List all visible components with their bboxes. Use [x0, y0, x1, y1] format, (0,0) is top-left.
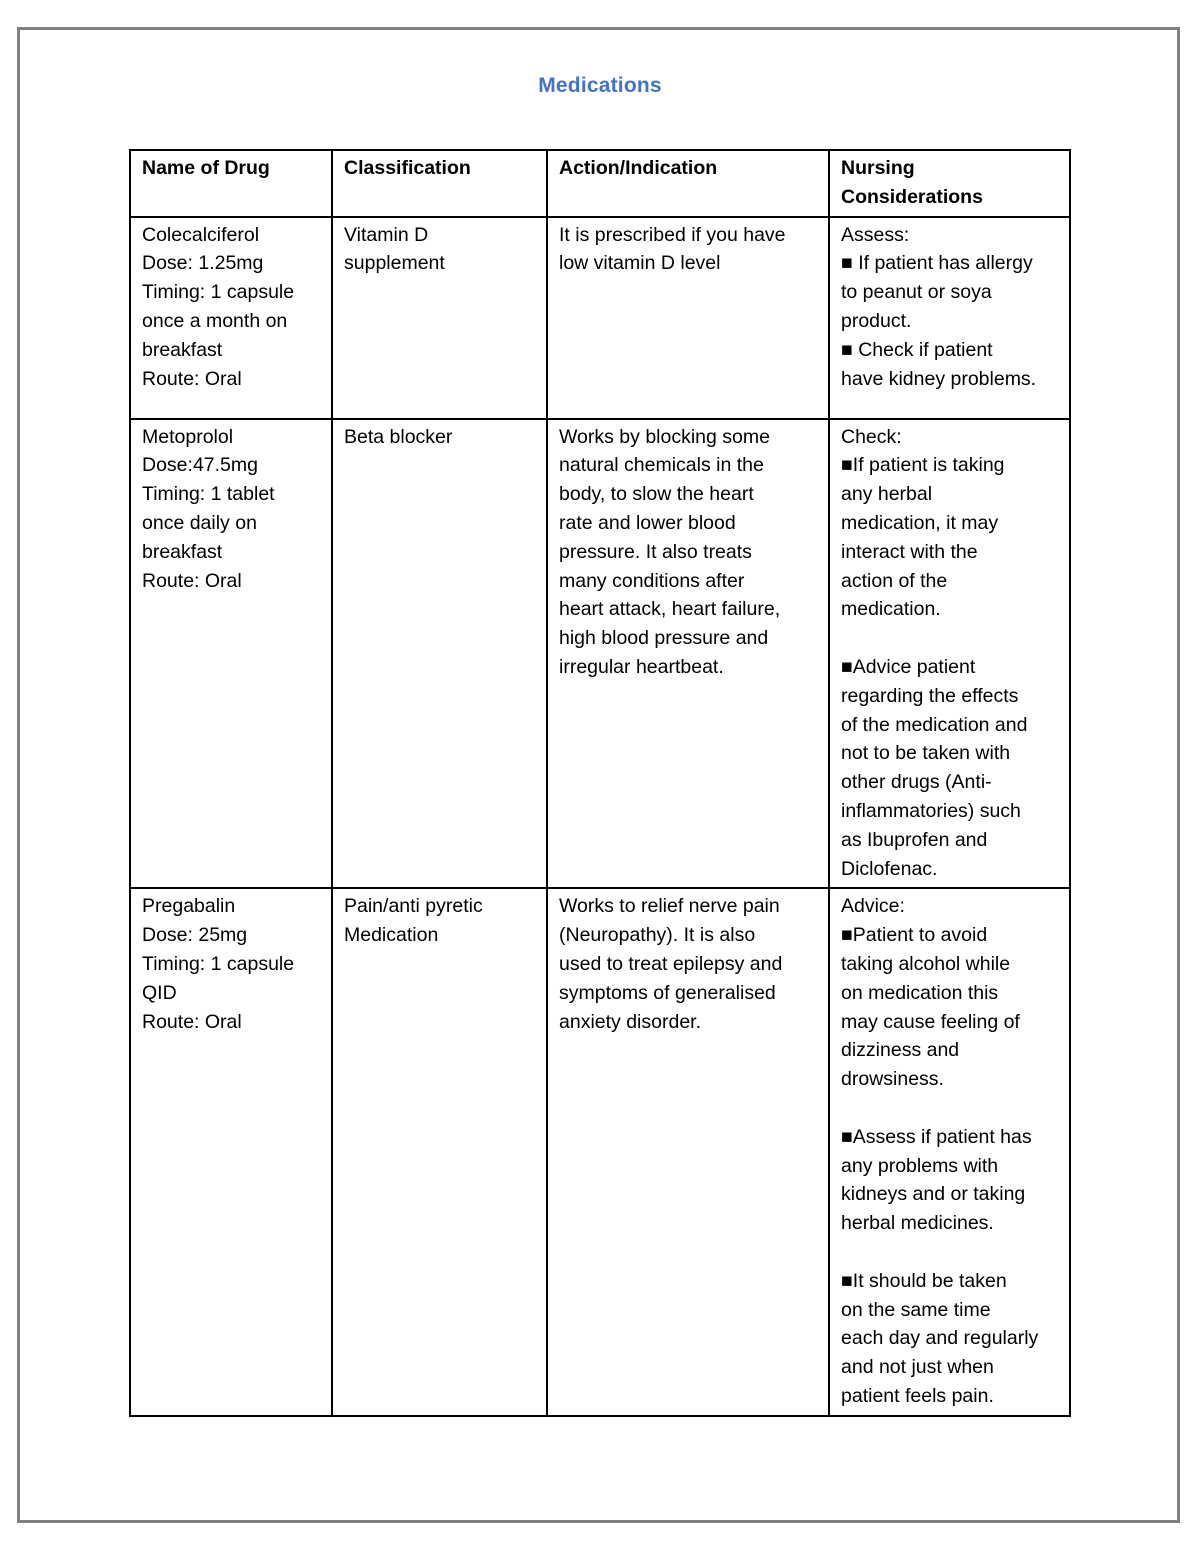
- header-name-of-drug: Name of Drug: [130, 150, 332, 217]
- paragraph-gap: [841, 624, 1059, 653]
- drug-timing: Timing: 1 tablet: [142, 483, 275, 506]
- classification-cell: Beta blocker: [332, 419, 547, 889]
- drug-timing: once daily on: [142, 511, 257, 534]
- drug-route: Route: Oral: [142, 1010, 242, 1033]
- paragraph-gap: [841, 1238, 1059, 1267]
- classification-cell: Vitamin D supplement: [332, 217, 547, 419]
- table-header-row: [130, 150, 1070, 217]
- classification-cell: Pain/anti pyretic Medication: [332, 888, 547, 1415]
- table-row: [130, 888, 1070, 1415]
- table-row: [130, 419, 1070, 889]
- action-cell: Works by blocking some natural chemicals in the body, to slow the heart rate and lower blood pressure. It also treats many conditions after heart attack, heart failure, high blood pressure and irregular heartbeat.: [547, 419, 829, 889]
- table-row: [130, 217, 1070, 419]
- drug-name: Pregabalin: [142, 895, 236, 918]
- drug-timing: breakfast: [142, 338, 223, 361]
- drug-cell: [130, 217, 332, 419]
- medications-table: [129, 149, 1071, 1417]
- page-title: Medications: [538, 74, 662, 97]
- action-cell: It is prescribed if you have low vitamin D level: [547, 217, 829, 419]
- header-classification: Classification: [332, 150, 547, 217]
- drug-name: Metoprolol: [142, 425, 234, 448]
- nursing-cell: Advice: ■Patient to avoid taking alcohol while on medication this may cause feeling of dizziness and drowsiness. ■Assess if patient has any problems with kidneys and or taking herbal medicines. ■It should be taken on the same time each day and regularly and not just when patient feels pain.: [829, 888, 1070, 1415]
- paragraph-gap: [841, 1094, 1059, 1123]
- drug-name: Colecalciferol: [142, 223, 260, 246]
- drug-dose: Dose: 25mg: [142, 924, 248, 947]
- drug-route: Route: Oral: [142, 569, 242, 592]
- drug-route: Route: Oral: [142, 367, 242, 390]
- header-nursing-considerations: Nursing Considerations: [829, 150, 1070, 217]
- nursing-cell: Assess: ■ If patient has allergy to peanut or soya product. ■ Check if patient have kidney problems.: [829, 217, 1070, 419]
- action-cell: Works to relief nerve pain (Neuropathy). It is also used to treat epilepsy and symptoms of generalised anxiety disorder.: [547, 888, 829, 1415]
- nursing-cell: Check: ■If patient is taking any herbal medication, it may interact with the action of the medication. ■Advice patient regarding the effects of the medication and not to be taken with other drugs (Anti- inflammatories) such as Ibuprofen and Diclofenac.: [829, 419, 1070, 889]
- drug-timing: once a month on: [142, 309, 288, 332]
- drug-timing: Timing: 1 capsule: [142, 281, 295, 304]
- drug-cell: [130, 888, 332, 1415]
- drug-dose: Dose:47.5mg: [142, 454, 258, 477]
- drug-timing: breakfast: [142, 540, 223, 563]
- drug-cell: [130, 419, 332, 889]
- drug-dose: Dose: 1.25mg: [142, 252, 264, 275]
- drug-timing: QID: [142, 981, 177, 1004]
- drug-timing: Timing: 1 capsule: [142, 952, 295, 975]
- header-action-indication: Action/Indication: [547, 150, 829, 217]
